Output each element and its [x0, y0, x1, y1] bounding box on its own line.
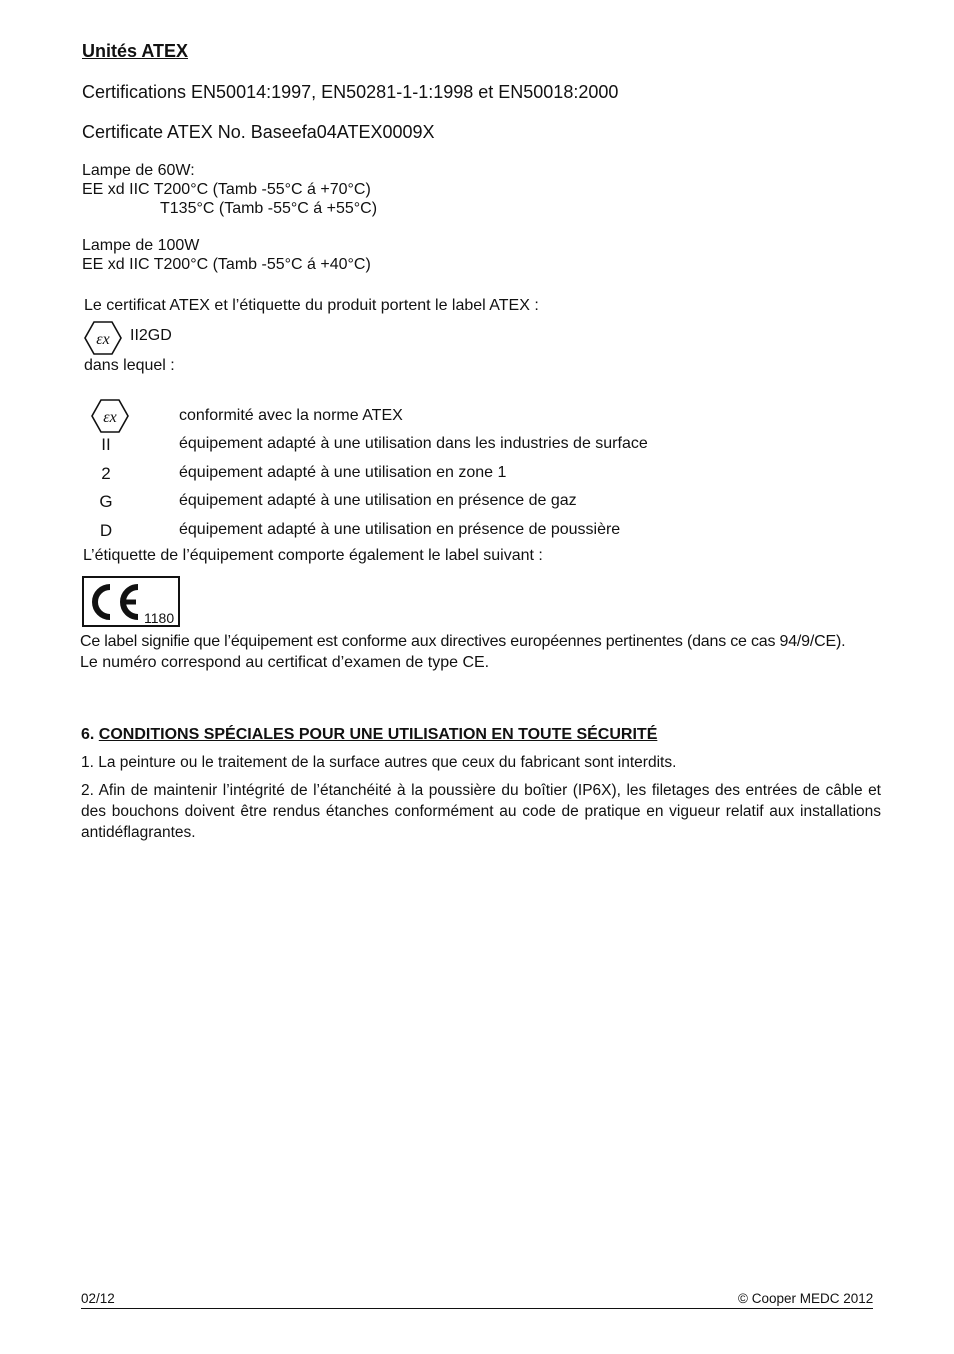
ce-meaning-line1: Ce label signifie que l’équipement est conforme aux directives européennes pertinentes (dans ce cas 94/9/CE).	[80, 633, 846, 650]
legend-text-ii: équipement adapté à une utilisation dans les industries de surface	[179, 435, 648, 452]
legend-symbol-d: D	[99, 521, 113, 540]
ce-logo-icon	[88, 583, 142, 621]
legend-text-g: équipement adapté à une utilisation en présence de gaz	[179, 492, 577, 509]
legend-text-ex: conformité avec la norme ATEX	[179, 407, 403, 424]
legend-text-2: équipement adapté à une utilisation en zone 1	[179, 464, 507, 481]
section6-title: CONDITIONS SPÉCIALES POUR UNE UTILISATION EN TOUTE SÉCURITÉ	[98, 726, 658, 743]
svg-text:εx: εx	[103, 409, 117, 426]
ce-meaning-line2: Le numéro correspond au certificat d’examen de type CE.	[80, 654, 490, 671]
atex-label-code: II2GD	[130, 327, 172, 344]
legend-symbol-ii: II	[101, 435, 111, 454]
lamp60-line1: EE xd IIC T200°C (Tamb -55°C á +70°C)	[82, 181, 371, 198]
legend-symbol-2: 2	[101, 464, 111, 483]
footer-divider	[81, 1308, 873, 1309]
lamp60-line2: T135°C (Tamb -55°C á +55°C)	[160, 200, 378, 217]
ce-number: 1180	[144, 610, 175, 626]
footer-date: 02/12	[81, 1291, 115, 1306]
certifications-line: Certifications EN50014:1997, EN50281-1-1:1998 et EN50018:2000	[82, 82, 619, 102]
section6-number: 6.	[81, 726, 95, 743]
section6-item1: 1. La peinture ou le traitement de la surface autres que ceux du fabricant sont interdits.	[81, 754, 677, 771]
lamp100-title: Lampe de 100W	[82, 237, 200, 254]
ce-mark	[82, 576, 180, 627]
ex-hexagon-icon	[84, 321, 122, 355]
ce-intro: L’étiquette de l’équipement comporte également le label suivant :	[83, 547, 543, 564]
atex-label-intro: Le certificat ATEX et l’étiquette du produit portent le label ATEX :	[84, 297, 539, 314]
dans-lequel-text: dans lequel :	[84, 357, 175, 374]
ex-hexagon-icon	[91, 399, 129, 433]
lamp100-line1: EE xd IIC T200°C (Tamb -55°C á +40°C)	[82, 256, 371, 273]
legend-text-d: équipement adapté à une utilisation en présence de poussière	[179, 521, 621, 538]
lamp60-title: Lampe de 60W:	[82, 162, 195, 179]
section-heading: Unités ATEX	[82, 41, 189, 61]
section6-heading	[81, 726, 657, 744]
certificate-line: Certificate ATEX No. Baseefa04ATEX0009X	[82, 122, 435, 142]
footer-copyright: © Cooper MEDC 2012	[738, 1291, 874, 1306]
svg-text:εx: εx	[96, 331, 110, 348]
legend-symbol-g: G	[99, 492, 113, 511]
section6-item2: 2. Afin de maintenir l’intégrité de l’étanchéité à la poussière du boîtier (IP6X), les filetages des entrées de câble et des bouchons doivent être rendus étanches conformément au code de pratique en vigueur relatif aux installations antidéflagrantes.	[81, 782, 881, 841]
